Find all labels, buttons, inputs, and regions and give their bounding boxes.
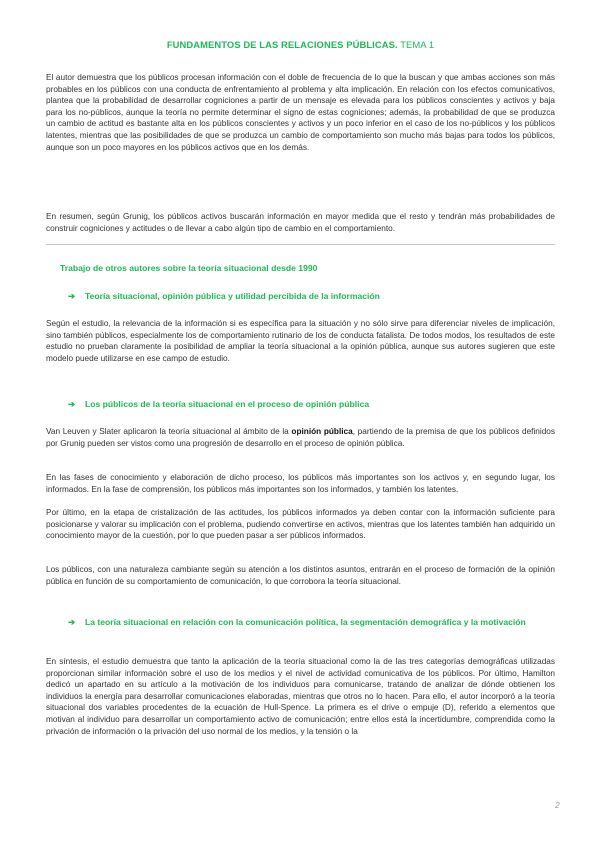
section-divider (46, 244, 555, 245)
subsection-2-paragraph-4: Los públicos, con una naturaleza cambiante según su atención a los distintos asuntos, entrarán en el proceso de formación de la opinión pública en función de su comportamiento de comunicación, lo que corrobora la teoría situacional. (46, 565, 555, 586)
subsection-heading-3 (68, 616, 555, 628)
header-topic: TEMA 1 (400, 39, 435, 50)
arrow-right-icon: ➔ (68, 617, 76, 627)
arrow-right-icon: ➔ (68, 291, 76, 301)
page-number: 2 (555, 800, 560, 810)
section-title: Trabajo de otros autores sobre la teoría situacional desde 1990 (60, 263, 318, 273)
subsection-title-1: Teoría situacional, opinión pública y utilidad percibida de la información (85, 291, 380, 301)
subsection-heading-1 (68, 290, 555, 302)
subsection-2-paragraph-3: Por último, en la etapa de cristalización de las actitudes, los públicos informados ya deben contar con la información suficiente para posicionarse y valorar su implicación con el problema, pudiendo convertirse en activos, mientras que los latentes también han adquirido un conocimiento mayor de la cuestión, por lo que pueden pasar a ser públicos informados. (46, 508, 555, 541)
subsection-title-3: La teoría situacional en relación con la comunicación política, la segmentación demográfica y la motivación (85, 617, 526, 627)
intro-paragraph-1: El autor demuestra que los públicos procesan información con el doble de frecuencia de lo que la buscan y que ambas acciones son más probables en los públicos con una conducta de enfrentamiento al problema y alta implicación. En relación con los efectos comunicativos, plantea que la probabilidad de desarrollar cogniciones a partir de un mensaje es elevada para los públicos conscientes y activos y baja para los no-públicos, aunque la teoría no permite determinar el signo de estas cogniciones; además, la probabilidad de que se produzca un cambio de actitud es bastante alta en los públicos conscientes y activos y un poco inferior en el caso de los no-públicos y los públicos latentes, mientras que las posibilidades de que se produzca un cambio de comportamiento son mucho más bajas para todos los públicos, aunque son un poco mayores en los públicos activos que en los demás. (46, 73, 555, 152)
arrow-right-icon: ➔ (68, 399, 76, 409)
header-title: FUNDAMENTOS DE LAS RELACIONES PÚBLICAS. (166, 39, 398, 50)
intro-paragraph-2: En resumen, según Grunig, los públicos activos buscarán información en mayor medida que el resto y tendrán más probabilidades de construir cogniciones y actitudes o de llevar a cabo algún tipo de cambio en el comportamiento. (46, 212, 555, 233)
paragraph-text: Van Leuven y Slater aplicaron la teoría situacional al ámbito de la (46, 427, 292, 436)
highlighted-term: opinión pública (291, 427, 353, 436)
subsection-1-paragraph: Según el estudio, la relevancia de la información si es específica para la situación y no sólo sirve para diferenciar niveles de implicación, sino también públicos, especialmente los de comportamiento rutinario de los de conducta fatalista. De todos modos, los resultados de este estudio no prueban claramente la posibilidad de ampliar la teoría situacional a la opinión pública, aunque sus autores sugieren que este modelo puede utilizarse en ese campo de estudio. (46, 319, 555, 363)
subsection-2-paragraph-1 (46, 426, 555, 449)
paragraph-text: , partiendo de la premisa de que los públicos definidos por Grunig pueden ser vistos como una progresión de desarrollo en el proceso de opinión pública. (46, 427, 556, 448)
subsection-2-paragraph-2: En las fases de conocimiento y elaboración de dicho proceso, los públicos más importantes son los activos y, en segundo lugar, los informados. En la fase de comprensión, los públicos más importantes son los informados, y también los latentes. (46, 473, 555, 494)
subsection-title-2: Los públicos de la teoría situacional en el proceso de opinión pública (85, 399, 370, 409)
subsection-heading-2 (68, 398, 555, 410)
page-header (46, 39, 555, 50)
subsection-3-paragraph: En síntesis, el estudio demuestra que tanto la aplicación de la teoría situacional como la de las tres categorías demográficas utilizadas proporcionan similar información sobre el uso de los medios y el nivel de actividad comunicativa de los públicos. Por último, Hamilton dedicó un apartado en su artículo a la motivación de los individuos para comunicarse, tratando de analizar de dónde obtienen los individuos la energía para desarrollar comunicaciones elaboradas, mientras que otros no lo hacen. Para ello, el autor incorporó a la teoría situacional dos variables procedentes de la ecuación de Hull-Spence. La primera es el drive o empuje (D), referido a elementos que motivan al individuo para desarrollar un comportamiento activo de comunicación; entre ellos está la incertidumbre, comprendida como la privación de información o la privación del uso normal de los medios, y la tensión o la (46, 657, 555, 736)
